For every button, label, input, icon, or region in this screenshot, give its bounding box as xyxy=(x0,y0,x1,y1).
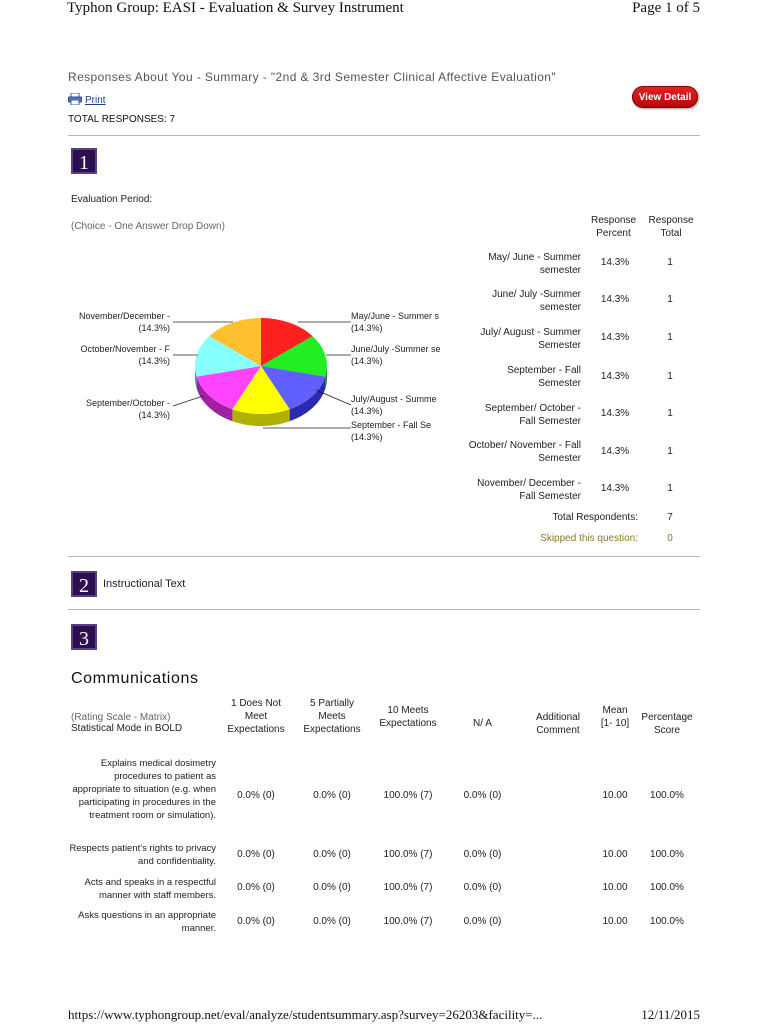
matrix-cell: 0.0% (0) xyxy=(237,849,275,860)
matrix-mean: 10.00 xyxy=(602,882,628,893)
legend-july-august: July/August - Summe (14.3%) xyxy=(351,394,437,416)
response-percent: 14.3% xyxy=(600,446,630,457)
matrix-cell-mode: 100.0% (7) xyxy=(383,790,433,801)
skipped-label: Skipped this question: xyxy=(540,533,638,544)
col-percentage-score: Percentage Score xyxy=(641,712,693,736)
response-label: September - Fall Semester xyxy=(507,365,581,389)
col-response-percent: Response Percent xyxy=(590,215,637,239)
col-does-not-meet: 1 Does Not Meet Expectations xyxy=(227,698,285,735)
matrix-cell: 0.0% (0) xyxy=(463,882,502,893)
instructional-text-label: Instructional Text xyxy=(103,578,186,590)
legend-october-november: October/November - F (14.3%) xyxy=(80,344,170,366)
section-title: Communications xyxy=(71,670,199,687)
legend-september-october: September/October - (14.3%) xyxy=(85,398,170,420)
matrix-row-label: Explains medical dosimetry procedures to patient as appropriate to situation (e.g. when participating in procedures in the treatment room or simulation). xyxy=(72,758,216,821)
matrix-cell-mode: 100.0% (7) xyxy=(383,916,433,927)
leader-line-september-october xyxy=(173,396,203,406)
matrix-type: (Rating Scale - Matrix) xyxy=(71,712,171,723)
matrix-cell: 0.0% (0) xyxy=(463,916,502,927)
matrix-cell: 0.0% (0) xyxy=(237,790,275,801)
matrix-cell-mode: 100.0% (7) xyxy=(383,849,433,860)
response-percent: 14.3% xyxy=(600,294,630,305)
response-label: September/ October - Fall Semester xyxy=(484,403,581,427)
legend-may-june: May/June - Summer s (14.3%) xyxy=(351,311,440,333)
response-percent: 14.3% xyxy=(600,483,630,494)
divider xyxy=(68,556,700,557)
question-number-badge: 3 xyxy=(71,624,97,650)
response-total: 1 xyxy=(667,332,673,343)
response-label: June/ July -Summer semester xyxy=(492,289,581,313)
response-total: 1 xyxy=(667,294,673,305)
matrix-cell: 0.0% (0) xyxy=(313,849,351,860)
response-label: November/ December - Fall Semester xyxy=(477,478,581,502)
matrix-percentage: 100.0% xyxy=(650,882,684,893)
matrix-cell: 0.0% (0) xyxy=(313,882,351,893)
print-label: Print xyxy=(85,95,106,106)
divider xyxy=(68,135,700,136)
printer-icon xyxy=(68,93,82,108)
matrix-row-label: Asks questions in an appropriate manner. xyxy=(78,910,216,934)
col-response-total: Response Total xyxy=(648,215,694,239)
response-total: 1 xyxy=(667,483,673,494)
col-additional-comment: Additional Comment xyxy=(536,712,580,736)
matrix-cell: 0.0% (0) xyxy=(313,916,351,927)
question-type: (Choice - One Answer Drop Down) xyxy=(71,221,225,232)
matrix-mean: 10.00 xyxy=(602,849,628,860)
response-percent: 14.3% xyxy=(600,371,630,382)
divider xyxy=(68,609,700,610)
matrix-row-label: Acts and speaks in a respectful manner with staff members. xyxy=(84,877,216,901)
matrix-mean: 10.00 xyxy=(602,916,628,927)
total-respondents-value: 7 xyxy=(667,512,673,523)
total-responses: TOTAL RESPONSES: 7 xyxy=(68,114,176,125)
page-number: Page 1 of 5 xyxy=(632,0,700,16)
response-percent: 14.3% xyxy=(600,257,630,268)
matrix-percentage: 100.0% xyxy=(650,790,684,801)
print-date: 12/11/2015 xyxy=(641,1007,700,1022)
response-label: May/ June - Summer semester xyxy=(488,252,581,276)
total-respondents-label: Total Respondents: xyxy=(552,512,638,523)
response-total: 1 xyxy=(667,446,673,457)
response-percent: 14.3% xyxy=(600,332,630,343)
legend-november-december: November/December - (14.3%) xyxy=(78,311,170,333)
response-total: 1 xyxy=(667,257,673,268)
matrix-cell: 0.0% (0) xyxy=(463,849,502,860)
col-partially-meets: 5 Partially Meets Expectations xyxy=(303,698,361,735)
response-total: 1 xyxy=(667,408,673,419)
document-title: Typhon Group: EASI - Evaluation & Survey Instrument xyxy=(67,0,404,16)
col-meets: 10 Meets Expectations xyxy=(379,705,437,729)
matrix-cell: 0.0% (0) xyxy=(313,790,351,801)
response-percent: 14.3% xyxy=(600,408,630,419)
matrix-percentage: 100.0% xyxy=(650,849,684,860)
question-label: Evaluation Period: xyxy=(71,194,153,205)
question-number-badge: 2 xyxy=(71,571,97,597)
matrix-percentage: 100.0% xyxy=(650,916,684,927)
view-detail-button[interactable]: View Detail xyxy=(632,86,698,108)
survey-title: Responses About You - Summary - "2nd & 3rd Semester Clinical Affective Evaluation" xyxy=(68,70,557,84)
matrix-subtitle: Statistical Mode in BOLD xyxy=(71,723,183,734)
print-link[interactable] xyxy=(68,93,106,108)
page-url: https://www.typhongroup.net/eval/analyze/studentsummary.asp?survey=26203&facility=... xyxy=(68,1007,543,1022)
skipped-value: 0 xyxy=(667,533,673,544)
response-total: 1 xyxy=(667,371,673,382)
col-na: N/ A xyxy=(473,718,492,729)
matrix-cell-mode: 100.0% (7) xyxy=(383,882,433,893)
question-number-badge: 1 xyxy=(71,148,97,174)
matrix-cell: 0.0% (0) xyxy=(237,882,275,893)
matrix-row-label: Respects patient's rights to privacy and confidentiality. xyxy=(69,843,216,867)
matrix-cell: 0.0% (0) xyxy=(237,916,275,927)
response-label: October/ November - Fall Semester xyxy=(468,440,581,464)
matrix-cell: 0.0% (0) xyxy=(463,790,502,801)
matrix-mean: 10.00 xyxy=(602,790,628,801)
response-label: July/ August - Summer Semester xyxy=(480,327,581,351)
legend-june-july: June/July -Summer se (14.3%) xyxy=(351,344,441,366)
legend-september: September - Fall Se (14.3%) xyxy=(351,420,432,442)
col-mean: Mean [1- 10] xyxy=(600,705,630,729)
